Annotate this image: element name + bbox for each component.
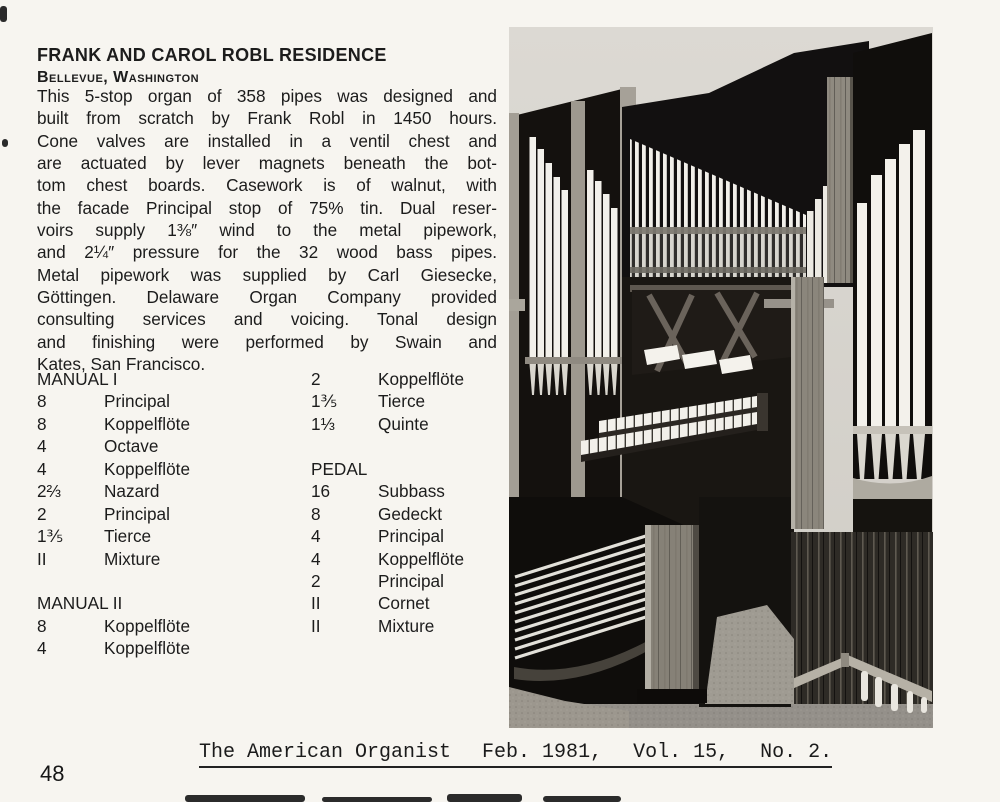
stop-name: Cornet <box>378 593 430 614</box>
stop-name: Subbass <box>378 481 445 502</box>
stop-row <box>37 436 309 458</box>
stop-pitch: MANUAL II <box>37 593 123 614</box>
article-title: FRANK AND CAROL ROBL RESIDENCE <box>37 45 387 66</box>
stop-pitch: 8 <box>37 413 47 434</box>
stop-name: Principal <box>104 391 170 412</box>
stop-row <box>311 504 511 526</box>
article-body <box>37 85 497 375</box>
scan-artifact <box>543 796 621 802</box>
body-line: tom chest boards. Casework is of walnut, with <box>37 175 497 196</box>
body-line: Göttingen. Delaware Organ Company provided <box>37 287 497 308</box>
stop-name: Koppelflöte <box>104 638 191 659</box>
stop-pitch: 4 <box>37 638 47 659</box>
stop-row <box>37 616 309 638</box>
stop-pitch: 4 <box>311 548 321 569</box>
stop-row <box>37 391 309 413</box>
article-location: Bellevue, Washington <box>37 69 200 87</box>
stop-row <box>37 638 309 660</box>
scan-artifact <box>185 795 305 802</box>
body-line: Kates, San Francisco. <box>37 354 206 375</box>
stoplist-left-column <box>37 369 309 661</box>
stop-name: Tierce <box>378 391 426 412</box>
stop-name: Gedeckt <box>378 503 443 524</box>
stop-row <box>37 526 309 548</box>
scan-artifact <box>447 794 522 802</box>
organ-photo <box>509 27 933 728</box>
stop-name: Octave <box>104 436 159 457</box>
stop-pitch: 8 <box>37 391 47 412</box>
stop-row <box>311 593 511 615</box>
stop-name: Koppelflöte <box>104 413 191 434</box>
stop-name: Principal <box>378 570 444 591</box>
stop-row <box>37 504 309 526</box>
body-line: consulting services and voicing. Tonal design <box>37 309 497 330</box>
stop-name: Mixture <box>104 548 161 569</box>
stop-row <box>311 526 511 548</box>
stop-row <box>311 549 511 571</box>
stop-name: Principal <box>104 503 170 524</box>
stop-name: Mixture <box>378 615 435 636</box>
scan-artifact <box>2 139 8 147</box>
stop-name: Quinte <box>378 413 429 434</box>
stop-name: Koppelflöte <box>104 458 191 479</box>
stop-pitch: II <box>311 615 321 636</box>
stop-row <box>311 414 511 436</box>
body-line: and finishing were performed by Swain and <box>37 331 497 352</box>
stop-pitch: II <box>37 548 47 569</box>
stoplist-right-column <box>311 369 511 638</box>
stop-pitch: 2 <box>311 570 321 591</box>
stop-row <box>311 616 511 638</box>
stop-row <box>311 391 511 413</box>
pedalboard <box>509 497 794 728</box>
stop-name: Koppelflöte <box>378 548 465 569</box>
stop-row <box>311 481 511 503</box>
stop-row <box>311 369 511 391</box>
journal-date: Feb. 1981, <box>482 741 603 764</box>
stop-pitch: 4 <box>37 458 47 479</box>
stop-pitch: 2 <box>311 369 321 389</box>
stop-pitch: 4 <box>37 436 47 457</box>
body-line: and 2¼″ pressure for the 32 wood bass pipes. <box>37 242 497 263</box>
journal-name: The American Organist <box>199 741 452 764</box>
scan-artifact <box>0 6 7 22</box>
stop-row <box>37 369 309 391</box>
case-lower-right <box>791 532 933 713</box>
stop-row <box>37 481 309 503</box>
stop-pitch: 2 <box>37 503 47 524</box>
stop-row <box>311 571 511 593</box>
stop-pitch: 1⅓ <box>311 413 335 434</box>
stop-name: Nazard <box>104 481 160 502</box>
stop-row <box>37 571 309 593</box>
journal-volume: Vol. 15, <box>633 741 730 764</box>
stop-pitch: 4 <box>311 526 321 547</box>
body-line: This 5-stop organ of 358 pipes was designed and <box>37 86 497 106</box>
stop-row <box>37 593 309 615</box>
stop-pitch: MANUAL I <box>37 369 118 389</box>
body-line: Cone valves are installed in a ventil chest and <box>37 130 497 151</box>
journal-footer <box>199 741 832 768</box>
page-number: 48 <box>40 761 65 786</box>
stop-pitch: 8 <box>37 615 47 636</box>
body-line: Metal pipework was supplied by Carl Giesecke, <box>37 264 497 285</box>
stop-row <box>37 459 309 481</box>
stop-pitch: PEDAL <box>311 458 368 479</box>
stop-pitch: 1⅗ <box>311 391 338 412</box>
body-line: voirs supply 1⅜″ wind to the metal pipework, <box>37 220 497 241</box>
stop-pitch: 16 <box>311 481 331 502</box>
body-line: built from scratch by Frank Robl in 1450 hours. <box>37 108 497 129</box>
body-line: the facade Principal stop of 75% tin. Dual reser- <box>37 197 497 218</box>
journal-issue: No. 2. <box>760 741 833 764</box>
stop-name: Tierce <box>104 526 152 547</box>
stop-name: Principal <box>378 526 444 547</box>
stop-pitch: II <box>311 593 321 614</box>
stop-row <box>37 414 309 436</box>
stop-pitch: 8 <box>311 503 321 524</box>
stop-pitch: 2⅔ <box>37 481 61 502</box>
stop-row <box>311 436 511 458</box>
stop-pitch: 1⅗ <box>37 526 64 547</box>
body-line: are actuated by lever magnets beneath the bot- <box>37 153 497 174</box>
console-leg <box>637 525 707 703</box>
stop-name: Koppelflöte <box>378 369 465 389</box>
facade-pipes-right <box>853 33 932 551</box>
stop-row <box>311 459 511 481</box>
stop-name: Koppelflöte <box>104 615 191 636</box>
scan-artifact <box>322 797 432 802</box>
stop-row <box>37 549 309 571</box>
